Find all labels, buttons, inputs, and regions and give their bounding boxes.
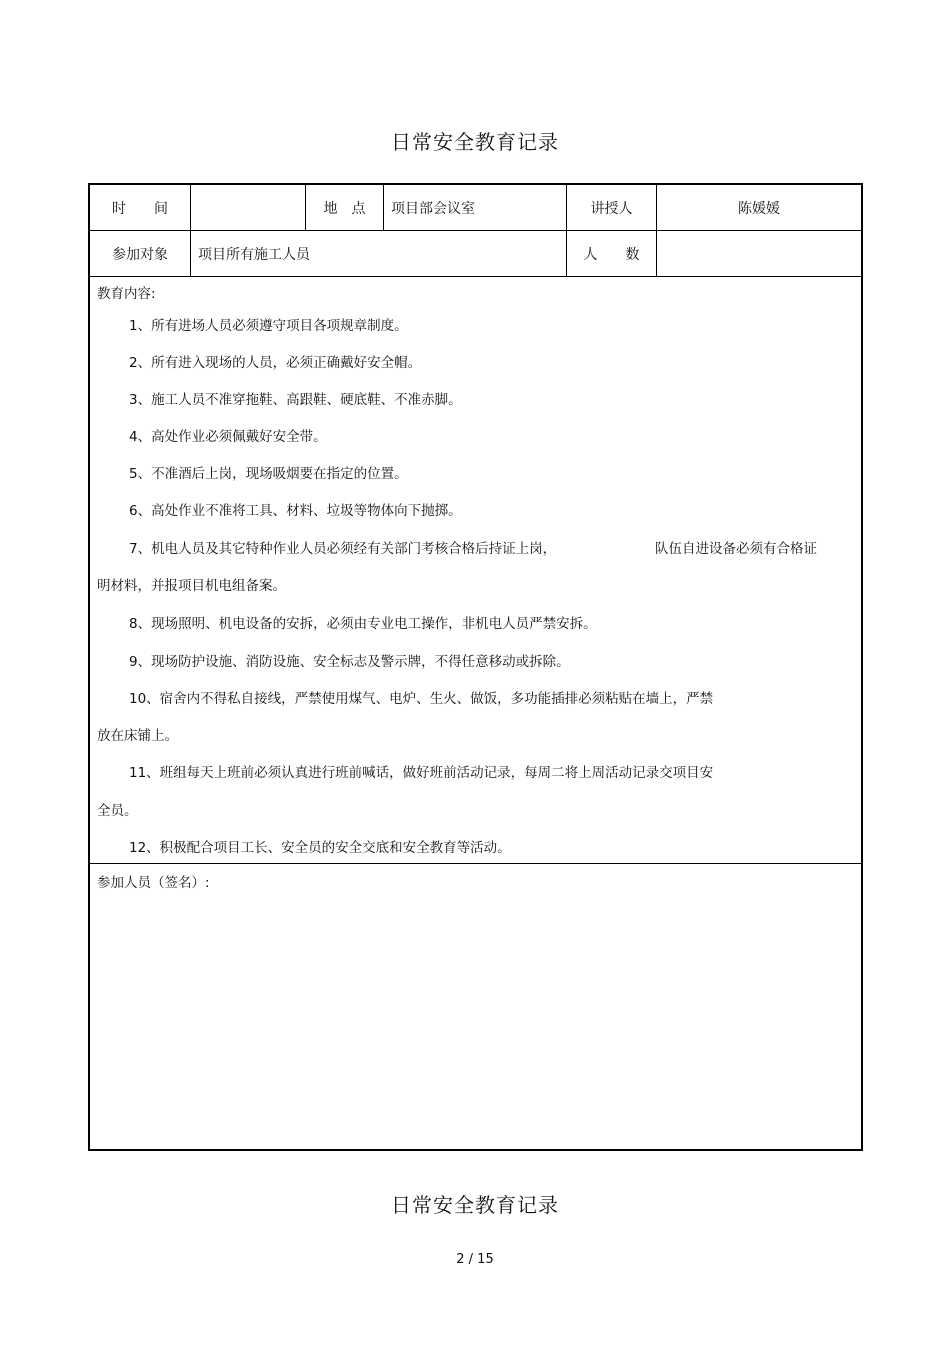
row-divider <box>90 863 861 864</box>
content-line: 2、所有进入现场的人员，必须正确戴好安全帽。 <box>129 355 422 371</box>
content-line: 队伍自进设备必须有合格证 <box>655 541 817 557</box>
education-record-form <box>88 183 863 1151</box>
content-line: 5、不准酒后上岗，现场吸烟要在指定的位置。 <box>129 466 408 482</box>
lecturer-label: 讲授人 <box>590 200 633 217</box>
signature-heading: 参加人员（签名）: <box>97 875 210 891</box>
content-line: 9、现场防护设施、消防设施、安全标志及警示牌，不得任意移动或拆除。 <box>129 654 570 670</box>
content-line: 1、所有进场人员必须遵守项目各项规章制度。 <box>129 318 408 334</box>
content-line: 10、宿舍内不得私自接线，严禁使用煤气、电炉、生火、做饭，多功能插排必须粘贴在墙上，严禁 <box>129 691 714 707</box>
audience-label: 参加对象 <box>112 246 168 263</box>
time-label: 时 间 <box>112 200 168 217</box>
content-line: 4、高处作业必须佩戴好安全带。 <box>129 429 327 445</box>
row-divider <box>90 276 861 277</box>
content-line: 全员。 <box>97 803 138 819</box>
content-line: 6、高处作业不准将工具、材料、垃圾等物体向下抛掷。 <box>129 503 462 519</box>
place-label: 地 点 <box>323 200 366 217</box>
document-title: 日常安全教育记录 <box>391 130 559 154</box>
count-value[interactable] <box>657 231 861 276</box>
audience-value[interactable]: 项目所有施工人员 <box>198 246 310 263</box>
count-label: 人 数 <box>583 246 640 263</box>
content-line: 明材料，并报项目机电组备案。 <box>97 578 286 594</box>
time-value[interactable] <box>191 185 313 230</box>
content-line: 11、班组每天上班前必须认真进行班前喊话，做好班前活动记录，每周二将上周活动记录交项目安 <box>129 765 714 781</box>
content-heading: 教育内容: <box>97 286 156 302</box>
content-line: 放在床铺上。 <box>97 728 178 744</box>
lecturer-value[interactable]: 陈媛媛 <box>738 200 780 217</box>
content-line: 12、积极配合项目工长、安全员的安全交底和安全教育等活动。 <box>129 840 511 856</box>
content-line: 7、机电人员及其它特种作业人员必须经有关部门考核合格后持证上岗， <box>129 541 557 557</box>
page-number: 2 / 15 <box>456 1252 494 1267</box>
column-divider <box>383 185 384 230</box>
place-value[interactable]: 项目部会议室 <box>391 200 475 217</box>
next-page-title: 日常安全教育记录 <box>391 1193 559 1217</box>
content-line: 3、施工人员不准穿拖鞋、高跟鞋、硬底鞋、不准赤脚。 <box>129 392 462 408</box>
signature-area[interactable] <box>90 885 861 1147</box>
content-line: 8、现场照明、机电设备的安拆，必须由专业电工操作，非机电人员严禁安拆。 <box>129 616 597 632</box>
